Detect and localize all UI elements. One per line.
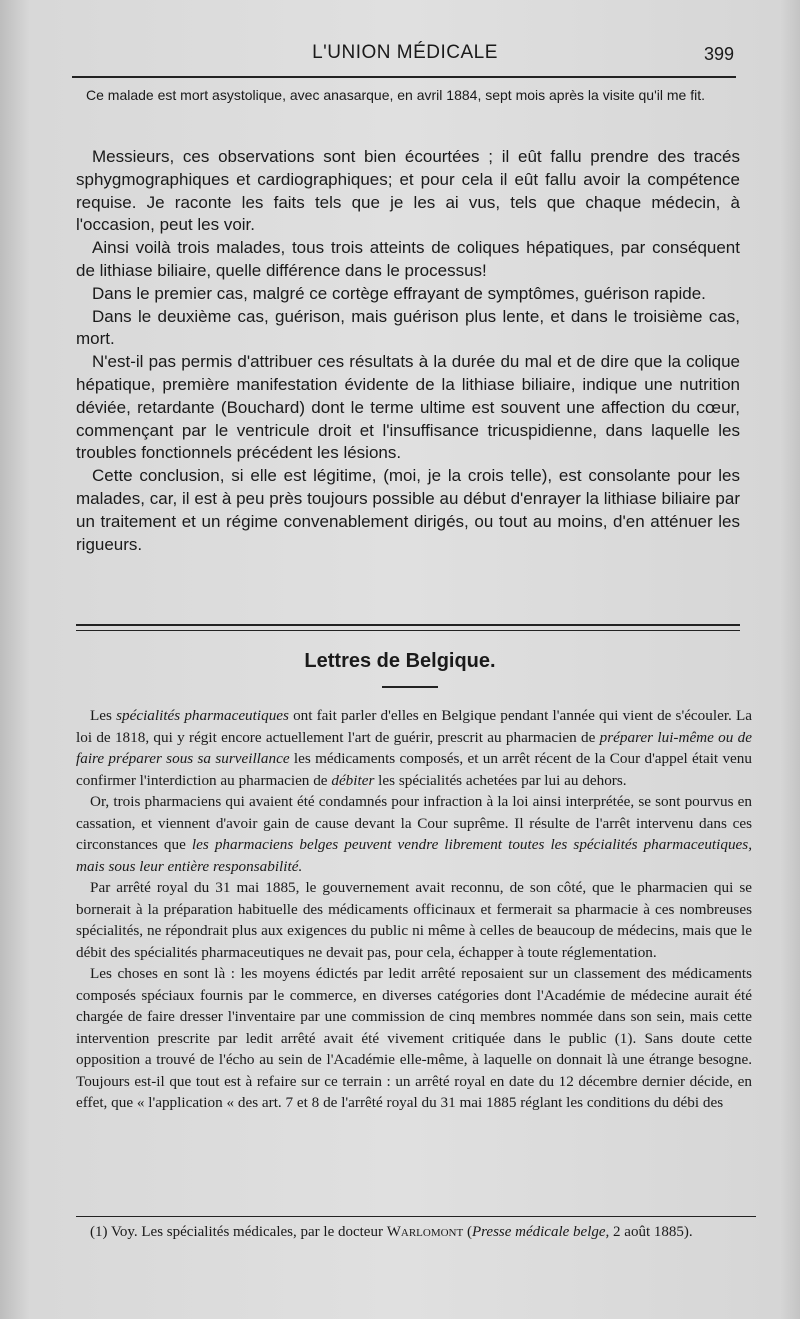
text-run: ont fait parler d'elles en Belgique pendant l'année qui vient de s'écouler. La loi de 1818, qui y régit encore actuellement l'art de guérir, prescrit au pharmacien de [76, 707, 752, 746]
italic-run: préparer lui-même ou de faire préparer sous sa surveillance [76, 728, 752, 767]
paragraph-1: Messieurs, ces observations sont bien écourtées ; il eût fallu prendre des tracés sphygmographiques et cardiographiques; et pour cela il eût fallu avoir la compétence requise. Je raconte les faits tels que je les ai vus, tels que chaque médecin, à l'occasion, peut les voir. [76, 147, 740, 235]
text-run: 2 août 1885). [609, 1224, 693, 1240]
page-number: 399 [703, 44, 734, 64]
author-name: Warlomont [386, 1224, 464, 1240]
intro-text: Ce malade est mort asystolique, avec anasarque, en avril 1884, sept mois après la visite qu'il me fit. [86, 87, 705, 103]
text-run: Les [90, 707, 117, 724]
article-paragraph-1 [76, 705, 752, 791]
intro-paragraph [76, 84, 736, 106]
italic-run: spécialités pharmaceutiques [116, 707, 289, 724]
paragraph-2: Ainsi voilà trois malades, tous trois atteints de coliques hépatiques, par conséquent de lithiase biliaire, quelle différence dans le processus! [76, 238, 740, 280]
text-run: (1) Voy. Les spécialités médicales, par le docteur [90, 1224, 387, 1240]
journal-title: L'UNION MÉDICALE [312, 42, 498, 63]
observations-conclusion [76, 146, 740, 556]
paragraph-5: N'est-il pas permis d'attribuer ces résultats à la durée du mal et de dire que la colique hépatique, première manifestation évidente de la lithiase biliaire, indique une nutrition déviée, retardante (Bouchard) dont le terme ultime est souvent une affection du cœur, commençant par le ventricule droit et l'insuffisance tricuspidienne, dans laquelle les troubles fonctionnels précédent les lésions. [76, 352, 740, 463]
text-run: les spécialités achetées par lui au dehors. [374, 771, 627, 789]
footnote [76, 1222, 752, 1243]
section-title: Lettres de Belgique. [304, 650, 496, 672]
paragraph-4: Dans le deuxième cas, guérison, mais guérison plus lente, et dans le troisième cas, mort. [76, 306, 740, 349]
article-paragraph-3: Par arrêté royal du 31 mai 1885, le gouvernement avait reconnu, de son côté, que le pharmacien qui se bornerait à la préparation habituelle des médicaments officinaux et fermerait sa pharmacie à ces nombreuses spécialités, ne répondrait plus aux exigences du public ni même à celles de beaucoup de médecins, mais que le débit des spécialités pharmaceutiques ne devait pas, pour cela, échapper à toute réglementation. [76, 879, 752, 961]
running-header [76, 42, 734, 72]
header-rule [72, 76, 736, 78]
letters-from-belgium [76, 705, 752, 1114]
italic-run: débiter [331, 771, 375, 789]
italic-run: les pharmaciens belges peuvent vendre librement toutes les spécialités pharmaceutiques, mais sous leur entière responsabilité. [76, 836, 752, 875]
paragraph-6: Cette conclusion, si elle est légitime, (moi, je la crois telle), est consolante pour les malades, car, il est à peu près toujours possible au début d'enrayer la lithiase biliaire par un traitement et un régime convenablement dirigés, ou tout au moins, d'en atténuer les rigueurs. [76, 466, 740, 554]
article-paragraph-2 [76, 791, 752, 877]
paragraph-3: Dans le premier cas, malgré ce cortège effrayant de symptômes, guérison rapide. [92, 283, 706, 303]
footnote-rule [76, 1216, 756, 1217]
title-underline [382, 686, 438, 688]
text-run: ( [463, 1224, 472, 1240]
journal-name: Presse médicale belge, [471, 1224, 610, 1240]
text-run: les médicaments composés, et un arrêt récent de la Cour d'appel était venu confirmer l'interdiction au pharmacien de [76, 750, 752, 789]
text-run: Or, trois pharmaciens qui avaient été condamnés pour infraction à la loi ainsi interprétée, se sont pourvus en cassation, et viennent d'avoir gain de cause devant la Cour suprême. Il résulte de l'arrêt intervenu dans ces circonstances que [76, 793, 752, 853]
article-paragraph-4: Les choses en sont là : les moyens édictés par ledit arrêté reposaient sur un classement des médicaments composés spéciaux fournis par le commerce, en diverses catégories dont l'Académie de médecine aurait été chargée de faire dresser l'inventaire par une commission de cinq membres nommée dans son sein, mais cette intervention prescrite par ledit arrêté avait été vivement critiquée dans le public (1). Sans doute cette opposition a trouvé de l'écho au sein de l'Académie elle-même, à laquelle on donnait là une étrange besogne. Toujours est-il que tout est à refaire sur ce terrain : un arrêté royal en date du 12 décembre dernier décide, en effet, que « l'application « des art. 7 et 8 de l'arrêté royal du 31 mai 1885 réglant les conditions du débi des [76, 965, 752, 1111]
section-divider [76, 624, 740, 631]
footnote-text [76, 1222, 752, 1243]
